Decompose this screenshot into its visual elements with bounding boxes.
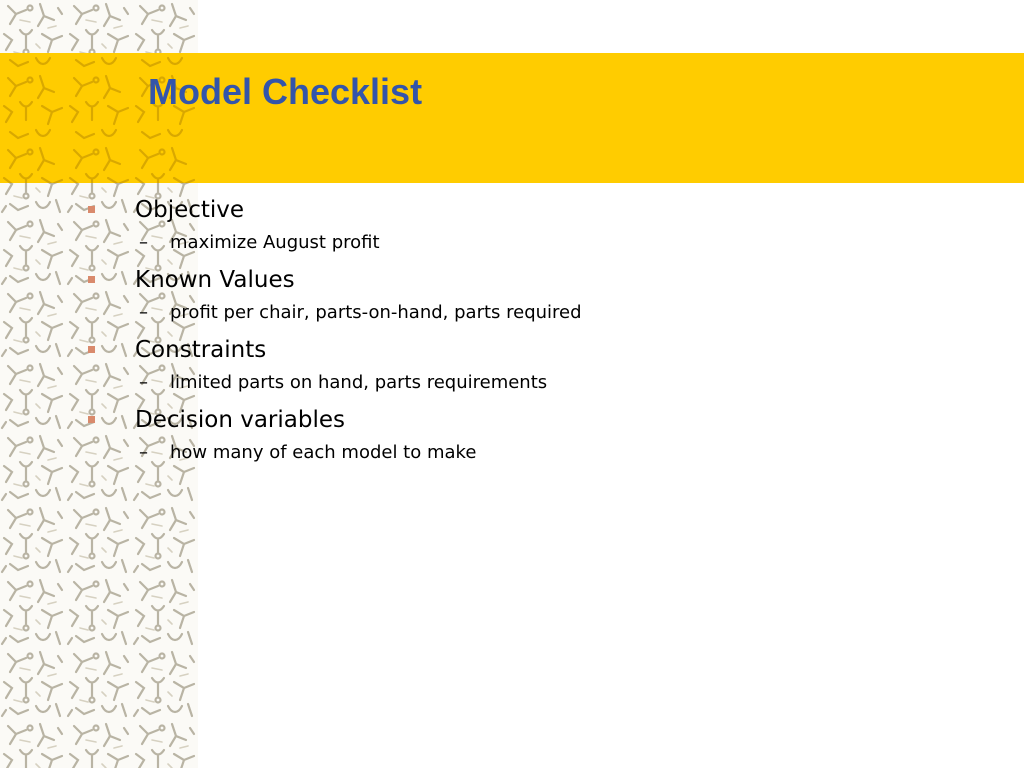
dash-marker: – [139, 302, 148, 323]
checklist [88, 196, 988, 476]
checklist-item-label: Constraints [135, 337, 267, 363]
checklist-item-objective [88, 196, 988, 266]
slide-title: Model Checklist [148, 71, 423, 112]
checklist-subitem-label: profit per chair, parts-on-hand, parts required [170, 302, 582, 323]
dash-marker: – [139, 372, 148, 393]
dash-marker: – [139, 232, 148, 253]
checklist-item-known-values [88, 266, 988, 336]
square-bullet-icon [88, 346, 95, 353]
dash-marker: – [139, 442, 148, 463]
square-bullet-icon [88, 206, 95, 213]
checklist-item-label: Objective [135, 197, 245, 223]
checklist-subitem-label: how many of each model to make [170, 442, 477, 463]
checklist-subitem-label: limited parts on hand, parts requirements [170, 372, 548, 393]
square-bullet-icon [88, 276, 95, 283]
checklist-item-constraints [88, 336, 988, 406]
checklist-item-label: Known Values [135, 267, 295, 293]
square-bullet-icon [88, 416, 95, 423]
checklist-item-decision-variables [88, 406, 988, 476]
checklist-subitem-label: maximize August profit [170, 232, 380, 253]
checklist-item-label: Decision variables [135, 407, 345, 433]
